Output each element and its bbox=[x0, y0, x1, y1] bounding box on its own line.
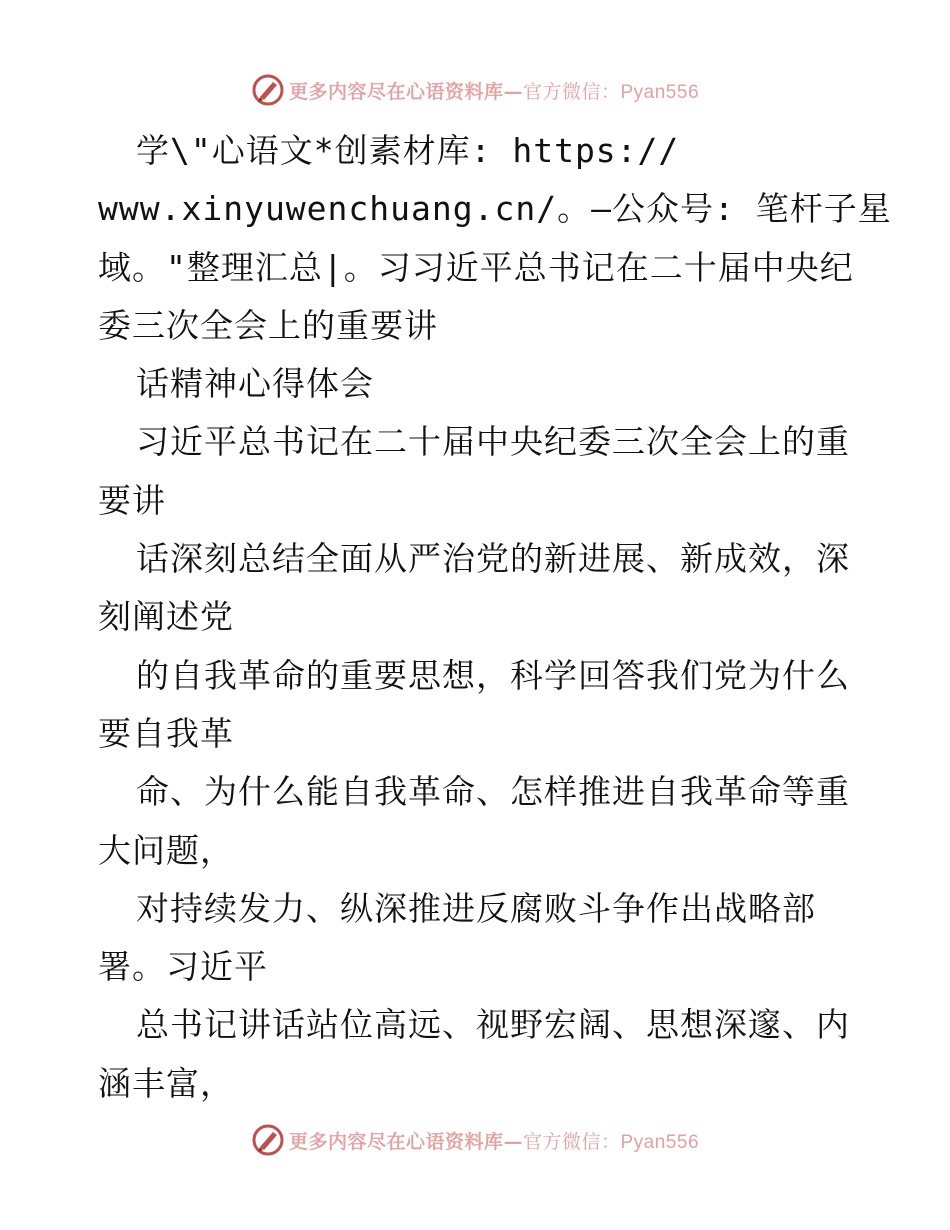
text-line: 总书记讲话站位高远、视野宏阔、思想深邃、内 bbox=[136, 1005, 850, 1045]
banner-wechat-text: 官方微信：Pyan556 bbox=[523, 81, 700, 103]
text-line: 涵丰富， bbox=[98, 1063, 234, 1103]
text-line: 话精神心得体会 bbox=[136, 364, 374, 404]
banner-main-text: 更多内容尽在心语资料库 bbox=[288, 1130, 504, 1153]
text-line: 对持续发力、纵深推进反腐败斗争作出战略部 bbox=[136, 888, 816, 928]
text-line: 习近平总书记在二十届中央纪委三次全会上的重 bbox=[136, 422, 850, 462]
text-line: 委三次全会上的重要讲 bbox=[98, 305, 438, 345]
text-line: 刻阐述党 bbox=[98, 597, 234, 637]
banner-wechat-text: 官方微信：Pyan556 bbox=[523, 1131, 700, 1153]
text-line: 命、为什么能自我革命、怎样推进自我革命等重 bbox=[136, 772, 850, 812]
text-line: 大问题， bbox=[98, 830, 234, 870]
text-line: 话深刻总结全面从严治党的新进展、新成效，深 bbox=[136, 539, 850, 579]
header-watermark-banner bbox=[0, 70, 950, 110]
quill-logo-icon bbox=[251, 1123, 285, 1157]
text-line: www.xinyuwenchuang.cn/。—公众号: 笔杆子星 bbox=[98, 189, 892, 229]
text-line: 要自我革 bbox=[98, 713, 234, 753]
text-line: 要讲 bbox=[98, 480, 166, 520]
banner-dash: — bbox=[503, 80, 523, 103]
banner-dash: — bbox=[503, 1130, 523, 1153]
quill-logo-icon bbox=[251, 73, 285, 107]
text-line: 域。"整理汇总|。习习近平总书记在二十届中央纪 bbox=[98, 247, 854, 287]
text-line: 学\"心语文*创素材库: https:// bbox=[136, 131, 680, 170]
banner-main-text: 更多内容尽在心语资料库 bbox=[288, 80, 504, 103]
text-line: 的自我革命的重要思想，科学回答我们党为什么 bbox=[136, 655, 850, 695]
text-line: 署。习近平 bbox=[98, 947, 268, 987]
footer-watermark-banner bbox=[0, 1120, 950, 1160]
document-body bbox=[98, 122, 892, 1113]
